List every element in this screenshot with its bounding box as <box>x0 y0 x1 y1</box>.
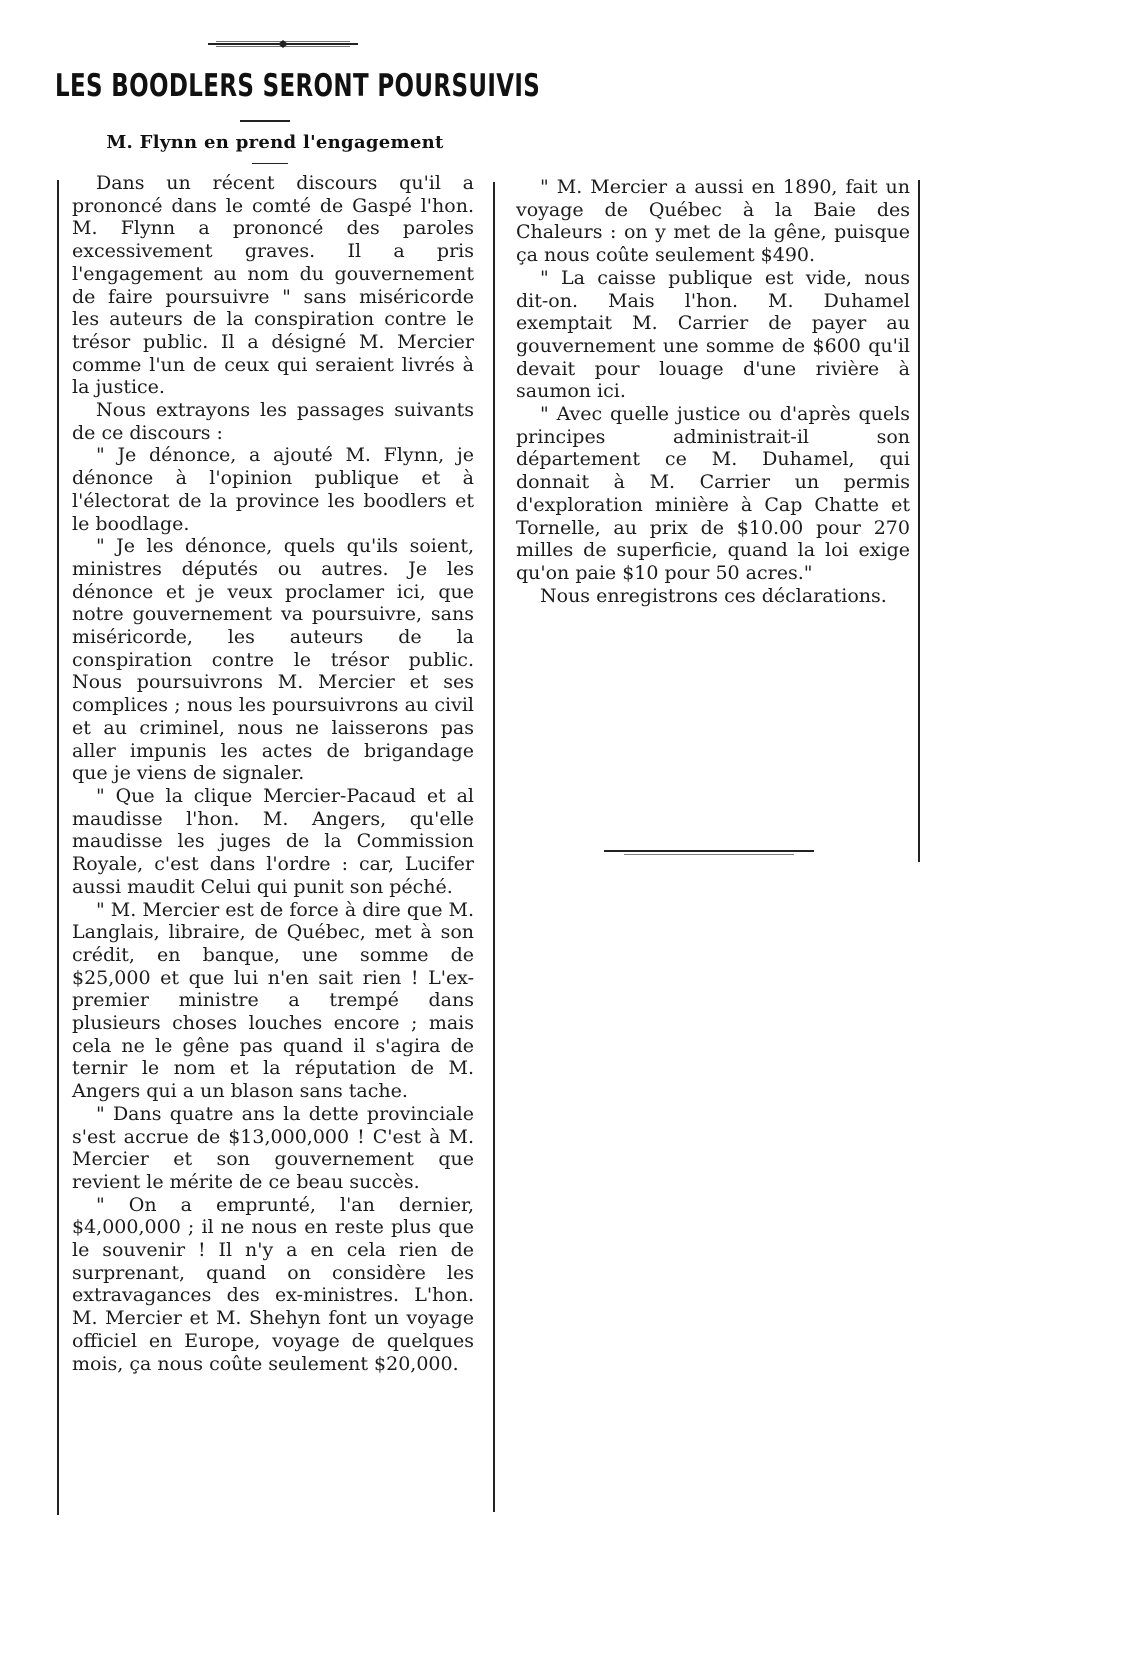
paragraph: " Avec quelle justice ou d'après quels principes administrait-il son département ce M. Duhamel, qui donnait à M. Carrier un permis d'exploration minière à Cap Chatte et Tornelle, au prix de $10.00 pour 270 milles de superficie, quand la loi exige qu'on paie $10 pour 50 acres." <box>516 403 910 584</box>
paragraph: Dans un récent discours qu'il a prononcé dans le comté de Gaspé l'hon. M. Flynn a prononcé des paroles excessivement graves. Il a pris l'engagement au nom du gouvernement de faire poursuivre " sans miséricorde les auteurs de la conspiration contre le trésor public. Il a désigné M. Mercier comme l'un de ceux qui seraient livrés à la justice. <box>72 172 474 399</box>
paragraph: Nous extrayons les passages suivants de ce discours : <box>72 399 474 444</box>
paragraph: " Dans quatre ans la dette provinciale s'est accrue de $13,000,000 ! C'est à M. Mercier et son gouvernement que revient le mérite de ce beau succès. <box>72 1102 474 1193</box>
subheadline-rule <box>252 163 288 164</box>
paragraph: Nous enregistrons ces déclarations. <box>540 584 887 607</box>
headline-rule <box>240 120 290 122</box>
column-rule-left <box>57 180 59 1515</box>
end-of-article-rule <box>604 848 814 856</box>
column-rule-right <box>918 180 920 862</box>
article-headline: LES BOODLERS SERONT POURSUIVIS <box>55 68 541 104</box>
paragraph: " Que la clique Mercier-Pacaud et al maudisse l'hon. M. Angers, qu'elle maudisse les juges de la Commission Royale, c'est dans l'ordre : car, Lucifer aussi maudit Celui qui punit son péché. <box>72 784 474 898</box>
top-ornament-rule <box>208 40 358 48</box>
article-subheadline: M. Flynn en prend l'engagement <box>106 132 444 153</box>
paragraph: " La caisse publique est vide, nous dit-on. Mais l'hon. M. Duhamel exemptait M. Carrier de payer au gouvernement une somme de $600 qu'il devait pour louage d'une rivière à saumon ici. <box>516 266 910 403</box>
paragraph: " Je dénonce, a ajouté M. Flynn, je dénonce à l'opinion publique et à l'électorat de la province les boodlers et le boodlage. <box>72 444 474 535</box>
article-column-1 <box>72 172 474 1375</box>
paragraph: " M. Mercier est de force à dire que M. Langlais, libraire, de Québec, met à son crédit, en banque, une somme de $25,000 et que lui n'en sait rien ! L'ex-premier ministre a trempé dans plusieurs choses louches encore ; mais cela ne le gêne pas quand il s'agira de ternir le nom et la réputation de M. Angers qui a un blason sans tache. <box>72 898 474 1103</box>
paragraph: " Je les dénonce, quels qu'ils soient, ministres députés ou autres. Je les dénonce et je veux proclamer ici, que notre gouvernement va poursuivre, sans miséricorde, les auteurs de la conspiration contre le trésor public. Nous poursuivrons M. Mercier et ses complices ; nous les poursuivrons au civil et au criminel, nous ne laisserons pas aller impunis les actes de brigandage que je viens de signaler. <box>72 535 474 785</box>
column-rule-center <box>493 182 495 1512</box>
paragraph: " On a emprunté, l'an dernier, $4,000,000 ; il ne nous en reste plus que le souvenir ! Il n'y a en cela rien de surprenant, quand on considère les extravagances des ex-ministres. L'hon. M. Mercier et M. Shehyn font un voyage officiel en Europe, voyage de quelques mois, ça nous coûte seulement $20,000. <box>72 1193 474 1375</box>
article-column-2 <box>516 176 910 607</box>
paragraph: " M. Mercier a aussi en 1890, fait un voyage de Québec à la Baie des Chaleurs : on y met de la gêne, puisque ça nous coûte seulement $490. <box>516 176 910 267</box>
